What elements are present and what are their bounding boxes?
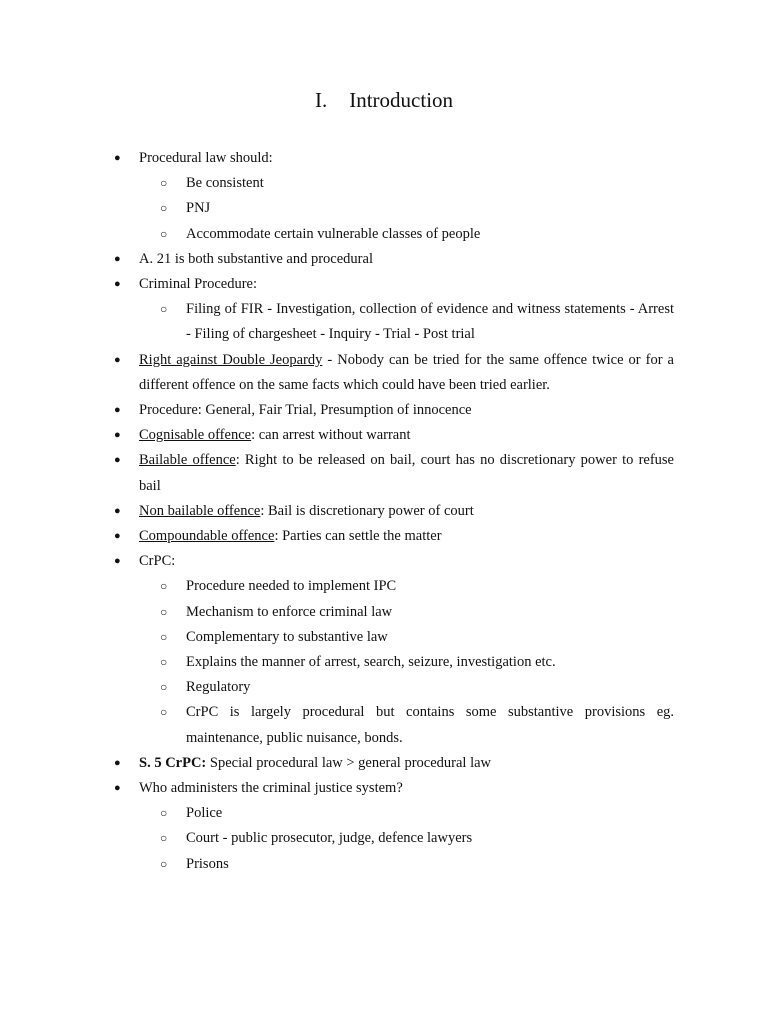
sub-list-item [160,826,674,851]
list-item-text: Complementary to substantive law [186,628,388,645]
list-item [114,272,674,297]
sub-list-item [160,700,674,750]
sub-list-item [160,600,674,625]
defined-term: Compoundable offence [139,528,275,545]
sub-list-item [160,675,674,700]
hollow-bullet-icon: ○ [160,680,168,695]
filled-bullet-icon: ● [114,278,121,291]
defined-term: Non bailable offence [139,502,261,519]
list-item-text: Who administers the criminal justice system? [139,780,403,797]
list-item-text: PNJ [186,200,211,217]
sub-list-item [160,222,674,247]
sub-list-item [160,801,674,826]
section-heading [0,86,768,114]
list-item-text: Prisons [186,855,229,872]
list-item [114,524,674,549]
list-item [114,499,674,524]
list-item-text: - Nobody can be tried for the same offence twice or for a different offence on the same facts which could have been tried earlier. [139,351,674,393]
section-number: I. [314,88,328,112]
list-item-text: Mechanism to enforce criminal law [186,603,393,620]
list-item [114,348,674,398]
filled-bullet-icon: ● [114,353,121,366]
filled-bullet-icon: ● [114,252,121,265]
defined-term: Cognisable offence [139,427,252,444]
list-item [114,146,674,171]
sub-list-item [160,852,674,877]
list-item [114,751,674,776]
sub-list-item [160,625,674,650]
section-title: Introduction [349,88,454,112]
hollow-bullet-icon: ○ [160,831,168,846]
list-item-text: CrPC: [139,553,176,570]
filled-bullet-icon: ● [114,429,121,442]
list-item-text: CrPC is largely procedural but contains some substantive provisions eg. maintenance, public nuisance, bonds. [186,704,674,746]
list-item-text: : Bail is discretionary power of court [260,502,474,519]
list-item [114,448,674,498]
list-item-text: Police [186,805,223,822]
list-item-text: : can arrest without warrant [251,427,411,444]
list-item-text: Procedural law should: [139,150,273,166]
hollow-bullet-icon: ○ [160,226,168,241]
list-item [114,776,674,801]
hollow-bullet-icon: ○ [160,302,168,317]
list-item-text: Special procedural law > general procedural law [206,754,492,771]
hollow-bullet-icon: ○ [160,604,168,619]
hollow-bullet-icon: ○ [160,856,168,871]
hollow-bullet-icon: ○ [160,806,168,821]
list-item-text: Regulatory [186,679,251,696]
list-item [114,247,674,272]
list-item-text: Criminal Procedure: [139,276,257,293]
list-item-text: Court - public prosecutor, judge, defence lawyers [186,830,473,847]
hollow-bullet-icon: ○ [160,655,168,670]
defined-term: Right against Double Jeopardy [139,351,323,368]
hollow-bullet-icon: ○ [160,176,168,191]
list-item-text: Explains the manner of arrest, search, seizure, investigation etc. [186,654,556,671]
hollow-bullet-icon: ○ [160,579,168,594]
list-item-text: : Parties can settle the matter [274,528,442,545]
sub-list-item [160,196,674,221]
sub-list-item [160,650,674,675]
sub-list-item [160,171,674,196]
bullet-list [0,146,768,877]
filled-bullet-icon: ● [114,530,121,543]
list-item-text: : Right to be released on bail, court has no discretionary power to refuse bail [139,452,674,494]
list-item-text: Accommodate certain vulnerable classes of people [186,225,481,242]
list-item [114,398,674,423]
filled-bullet-icon: ● [114,555,121,568]
filled-bullet-icon: ● [114,504,121,517]
filled-bullet-icon: ● [114,454,121,467]
hollow-bullet-icon: ○ [160,201,168,216]
list-item-text: Filing of FIR - Investigation, collection of evidence and witness statements - Arrest - Filing of chargesheet - Inquiry - Trial - Post trial [186,301,674,343]
filled-bullet-icon: ● [114,404,121,417]
filled-bullet-icon: ● [114,756,121,769]
list-item-text: Procedure needed to implement IPC [186,578,397,595]
sub-list-item [160,574,674,599]
defined-term: Bailable offence [139,452,236,469]
bold-term: S. 5 CrPC: [139,754,207,771]
list-item-text: Be consistent [186,175,264,192]
list-item [114,549,674,574]
filled-bullet-icon: ● [114,152,121,164]
list-item [114,423,674,448]
hollow-bullet-icon: ○ [160,629,168,644]
filled-bullet-icon: ● [114,782,121,795]
sub-list-item [160,297,674,347]
hollow-bullet-icon: ○ [160,705,168,720]
list-item-text: A. 21 is both substantive and procedural [139,250,373,267]
list-item-text: Procedure: General, Fair Trial, Presumption of innocence [139,402,472,419]
